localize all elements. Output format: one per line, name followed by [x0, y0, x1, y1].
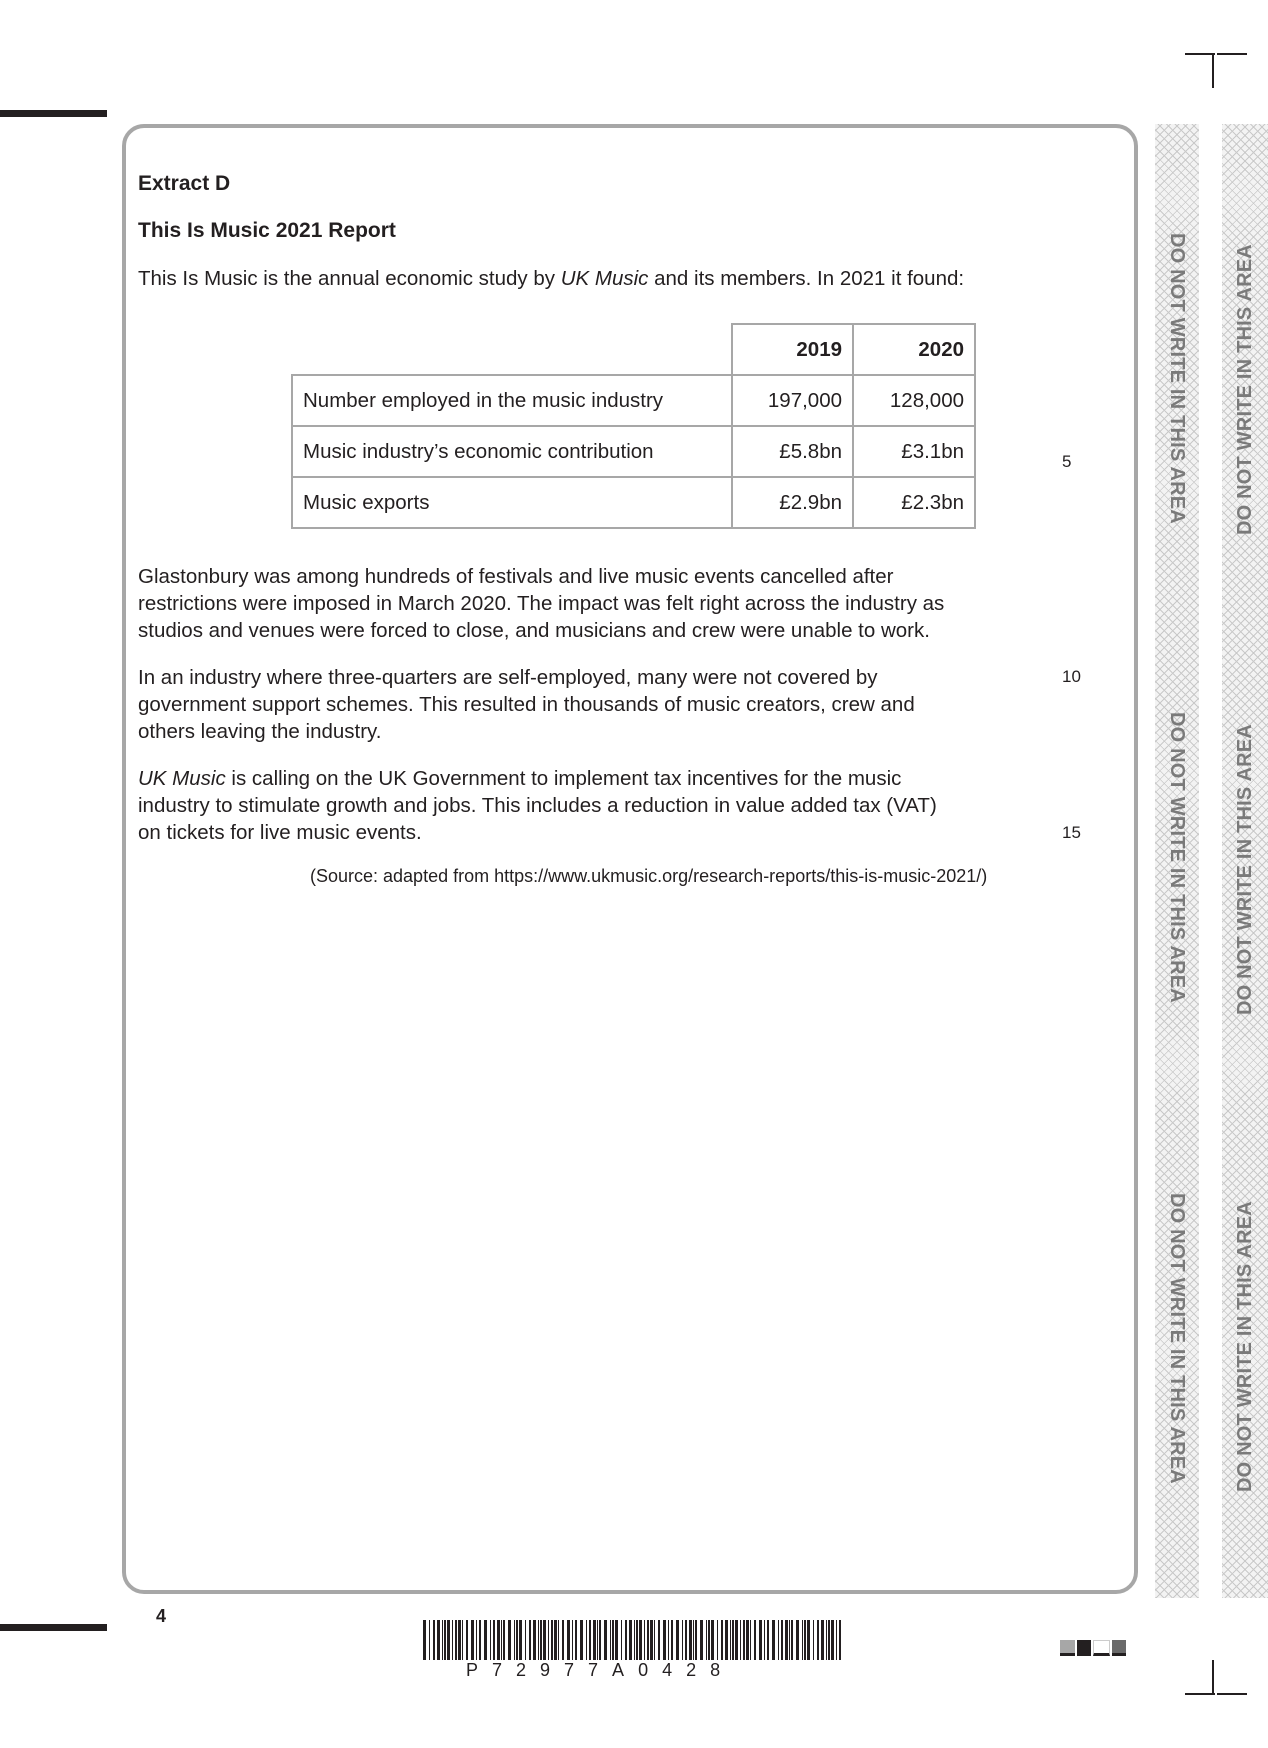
barcode-bar	[671, 1620, 673, 1660]
barcode-bar	[695, 1620, 697, 1660]
barcode-bar	[804, 1620, 806, 1660]
barcode-bar	[802, 1620, 803, 1660]
barcode-bar	[647, 1620, 649, 1660]
barcode-bar	[572, 1620, 573, 1660]
barcode-bar	[706, 1620, 707, 1660]
cell-2019: £5.8bn	[732, 426, 853, 477]
barcode-bar	[433, 1620, 435, 1660]
extract-label: Extract D	[138, 172, 231, 195]
barcode-bar	[538, 1620, 539, 1660]
table-row	[292, 375, 975, 426]
crop-mark-bottom	[1212, 1660, 1214, 1693]
paragraph-1	[138, 563, 944, 644]
table-header-blank	[292, 324, 732, 375]
barcode-bar	[735, 1620, 738, 1660]
barcode-bar	[589, 1620, 591, 1660]
paragraph-line: Glastonbury was among hundreds of festivals and live music events cancelled after	[138, 565, 894, 588]
barcode-bar	[447, 1620, 450, 1660]
barcode-bar	[586, 1620, 587, 1660]
barcode-bar	[663, 1620, 666, 1660]
barcode-bar	[730, 1620, 731, 1660]
barcode-bar	[721, 1620, 723, 1660]
barcode-bar	[817, 1620, 819, 1660]
paragraph-line	[138, 765, 937, 792]
barcode-number: P72977A0428	[466, 1660, 735, 1680]
barcode-bar	[455, 1620, 457, 1660]
barcode-bar	[750, 1620, 751, 1660]
barcode-bar	[629, 1620, 632, 1660]
barcode-bar	[821, 1620, 824, 1660]
barcode-bar	[479, 1620, 481, 1660]
barcode-bar	[519, 1620, 522, 1660]
barcode-bar	[612, 1620, 614, 1660]
extract-title: This Is Music 2021 Report	[138, 219, 396, 242]
barcode-bar	[682, 1620, 683, 1660]
barcode-bar	[689, 1620, 692, 1660]
barcode-bar	[700, 1620, 703, 1660]
barcode-bar	[785, 1620, 788, 1660]
line-number: 10	[1062, 667, 1081, 686]
barcode-bar	[740, 1620, 741, 1660]
barcode-bar	[529, 1620, 531, 1660]
paragraph-3	[138, 765, 937, 846]
barcode-bar	[791, 1620, 793, 1660]
crop-mark-bottom	[1217, 1693, 1247, 1695]
barcode-bar	[551, 1620, 553, 1660]
data-table	[291, 323, 976, 529]
barcode-bar	[452, 1620, 453, 1660]
barcode-bar	[634, 1620, 635, 1660]
org-name: UK Music	[138, 767, 226, 790]
margin-warning: DO NOT WRITE IN THIS AREA	[1234, 724, 1256, 1015]
crop-mark-top	[1217, 53, 1247, 55]
paragraph-line: studios and venues were forced to close, and musicians and crew were unable to work.	[138, 619, 930, 642]
barcode-bar	[658, 1620, 660, 1660]
barcode-bar	[501, 1620, 502, 1660]
table-row	[292, 477, 975, 528]
barcode-bar	[437, 1620, 440, 1660]
barcode	[423, 1620, 843, 1662]
cell-2019: 197,000	[732, 375, 853, 426]
barcode-bar	[711, 1620, 714, 1660]
barcode-bar	[554, 1620, 557, 1660]
barcode-bar	[444, 1620, 446, 1660]
barcode-bar	[471, 1620, 474, 1660]
barcode-bar	[781, 1620, 783, 1660]
barcode-bar	[508, 1620, 511, 1660]
barcode-bar	[493, 1620, 495, 1660]
page-marker-icon	[1060, 1640, 1126, 1656]
barcode-bar	[831, 1620, 834, 1660]
barcode-bar	[685, 1620, 687, 1660]
barcode-bar	[516, 1620, 518, 1660]
table-header-row	[292, 324, 975, 375]
barcode-bar	[497, 1620, 500, 1660]
cell-2020: £3.1bn	[853, 426, 975, 477]
margin-bar-bottom	[0, 1624, 107, 1631]
barcode-bar	[778, 1620, 779, 1660]
barcode-bar	[621, 1620, 622, 1660]
table-header-2020: 2020	[853, 324, 975, 375]
line-number: 15	[1062, 823, 1081, 842]
cell-2019: £2.9bn	[732, 477, 853, 528]
extract-intro	[138, 265, 964, 292]
barcode-bar	[548, 1620, 549, 1660]
barcode-bar	[593, 1620, 596, 1660]
barcode-bar	[558, 1620, 559, 1660]
line-number: 5	[1062, 452, 1072, 471]
barcode-bar	[676, 1620, 679, 1660]
barcode-bar	[543, 1620, 546, 1660]
barcode-bar	[668, 1620, 669, 1660]
paragraph-line: In an industry where three-quarters are self-employed, many were not covered by	[138, 666, 878, 689]
barcode-bar	[807, 1620, 810, 1660]
barcode-bar	[514, 1620, 515, 1660]
cell-2020: £2.3bn	[853, 477, 975, 528]
row-label: Music exports	[292, 477, 732, 528]
barcode-bar	[746, 1620, 749, 1660]
barcode-bar	[580, 1620, 583, 1660]
barcode-bar	[754, 1620, 756, 1660]
table-header-2019: 2019	[732, 324, 853, 375]
barcode-bar	[597, 1620, 598, 1660]
barcode-bar	[654, 1620, 655, 1660]
barcode-bar	[836, 1620, 837, 1660]
barcode-bar	[442, 1620, 443, 1660]
barcode-bar	[466, 1620, 468, 1660]
barcode-bar	[717, 1620, 718, 1660]
intro-text: and its members. In 2021 it found:	[648, 267, 965, 290]
barcode-bar	[636, 1620, 638, 1660]
barcode-bar	[759, 1620, 762, 1660]
row-label: Music industry’s economic contribution	[292, 426, 732, 477]
barcode-bar	[604, 1620, 607, 1660]
crop-mark-top	[1212, 55, 1214, 88]
barcode-bar	[562, 1620, 564, 1660]
barcode-bar	[764, 1620, 765, 1660]
table-row	[292, 426, 975, 477]
margin-warning: DO NOT WRITE IN THIS AREA	[1234, 244, 1256, 535]
paragraph-line: restrictions were imposed in March 2020. The impact was felt right across the industry as	[138, 592, 945, 615]
barcode-bar	[644, 1620, 645, 1660]
barcode-bar	[615, 1620, 618, 1660]
barcode-bar	[839, 1620, 841, 1660]
barcode-bar	[423, 1620, 426, 1660]
intro-org: UK Music	[560, 267, 649, 290]
barcode-bar	[533, 1620, 536, 1660]
barcode-bar	[540, 1620, 542, 1660]
crop-mark-bottom	[1185, 1693, 1215, 1695]
barcode-bar	[639, 1620, 642, 1660]
barcode-bar	[693, 1620, 694, 1660]
paragraph-line: government support schemes. This resulted in thousands of music creators, crew and	[138, 693, 915, 716]
margin-warning: DO NOT WRITE IN THIS AREA	[1166, 233, 1188, 524]
margin-warning: DO NOT WRITE IN THIS AREA	[1166, 712, 1188, 1003]
barcode-bar	[767, 1620, 769, 1660]
cell-2020: 128,000	[853, 375, 975, 426]
row-label: Number employed in the music industry	[292, 375, 732, 426]
barcode-bar	[567, 1620, 570, 1660]
barcode-bar	[826, 1620, 827, 1660]
crop-mark-top	[1185, 53, 1215, 55]
barcode-bar	[796, 1620, 799, 1660]
barcode-bar	[725, 1620, 728, 1660]
barcode-bar	[732, 1620, 734, 1660]
margin-warning: DO NOT WRITE IN THIS AREA	[1166, 1193, 1188, 1484]
barcode-bar	[789, 1620, 790, 1660]
margin-warning: DO NOT WRITE IN THIS AREA	[1234, 1201, 1256, 1492]
barcode-bar	[625, 1620, 627, 1660]
barcode-bar	[525, 1620, 526, 1660]
barcode-bar	[828, 1620, 830, 1660]
intro-text: This Is Music is the annual economic study by	[138, 267, 561, 290]
barcode-bar	[772, 1620, 775, 1660]
barcode-bar	[476, 1620, 477, 1660]
barcode-bar	[429, 1620, 430, 1660]
paragraph-line: on tickets for live music events.	[138, 821, 422, 844]
barcode-bar	[813, 1620, 814, 1660]
paragraph-line: others leaving the industry.	[138, 720, 382, 743]
paragraph-2	[138, 664, 915, 745]
paragraph-text: is calling on the UK Government to implement tax incentives for the music	[225, 767, 902, 790]
barcode-bar	[484, 1620, 487, 1660]
barcode-bar	[743, 1620, 745, 1660]
barcode-bar	[458, 1620, 461, 1660]
page-number: 4	[156, 1606, 167, 1626]
barcode-bar	[575, 1620, 577, 1660]
barcode-bar	[708, 1620, 710, 1660]
barcode-bar	[462, 1620, 463, 1660]
barcode-bar	[610, 1620, 611, 1660]
margin-bar-top	[0, 110, 107, 117]
barcode-bar	[503, 1620, 505, 1660]
paragraph-line: industry to stimulate growth and jobs. This includes a reduction in value added tax (VAT)	[138, 794, 937, 817]
barcode-bar	[490, 1620, 491, 1660]
barcode-bar	[650, 1620, 653, 1660]
barcode-bar	[599, 1620, 601, 1660]
source-citation: (Source: adapted from https://www.ukmusic.org/research-reports/this-is-music-2021/)	[310, 866, 988, 886]
